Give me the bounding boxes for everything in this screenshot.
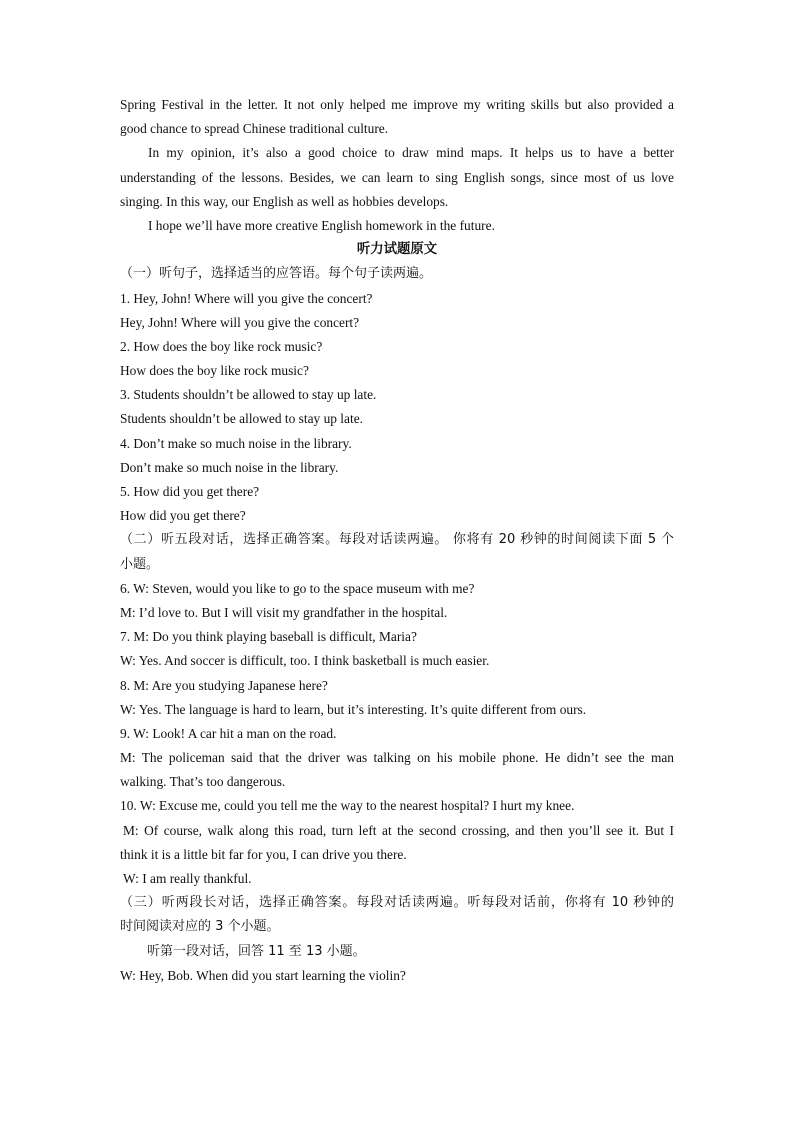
- section-heading: 时间阅读对应的 3 个小题。: [120, 919, 280, 935]
- script-line: M: I’d love to. But I will visit my grandfather in the hospital.: [120, 604, 448, 620]
- sub-heading: 听第一段对话，回答 11 至 13 小题。: [147, 943, 366, 959]
- script-line: walking. That’s too dangerous.: [120, 774, 286, 790]
- script-line: 3. Students shouldn’t be allowed to stay up late.: [120, 387, 377, 403]
- section-heading: （一）听句子，选择适当的应答语。每个句子读两遍。: [120, 266, 433, 282]
- script-line: W: Yes. And soccer is difficult, too. I think basketball is much easier.: [120, 653, 490, 669]
- section-title: 听力试题原文: [356, 242, 438, 258]
- script-line: 6. W: Steven, would you like to go to the space museum with me?: [120, 580, 475, 596]
- script-line: 10. W: Excuse me, could you tell me the way to the nearest hospital? I hurt my knee.: [120, 798, 575, 814]
- script-line: W: I am really thankful.: [123, 871, 252, 886]
- essay-line: I hope we’ll have more creative English homework in the future.: [148, 217, 495, 233]
- section-heading: （二）听五段对话，选择正确答案。每段对话读两遍。 你将有 20 秒钟的时间阅读下面 5 个: [120, 532, 674, 548]
- essay-line: Spring Festival in the letter. It not only helped me improve my writing skills but also provided a: [120, 97, 674, 112]
- essay-line: good chance to spread Chinese traditional culture.: [120, 121, 389, 137]
- script-line: Don’t make so much noise in the library.: [120, 459, 339, 475]
- script-line: 8. M: Are you studying Japanese here?: [120, 677, 328, 693]
- script-line: Hey, John! Where will you give the concert?: [120, 314, 360, 330]
- script-line: 4. Don’t make so much noise in the library.: [120, 435, 352, 451]
- script-line: Students shouldn’t be allowed to stay up late.: [120, 411, 363, 427]
- script-line: W: Hey, Bob. When did you start learning the violin?: [120, 967, 406, 983]
- section-heading: 小题。: [120, 556, 160, 572]
- essay-line: understanding of the lessons. Besides, we can learn to sing English songs, since most of us love: [120, 169, 674, 185]
- script-line: How does the boy like rock music?: [120, 363, 309, 379]
- essay-line: singing. In this way, our English as well as hobbies develops.: [120, 193, 449, 209]
- script-line: 2. How does the boy like rock music?: [120, 338, 323, 354]
- script-line: think it is a little bit far for you, I can drive you there.: [120, 846, 407, 862]
- script-line: M: Of course, walk along this road, turn left at the second crossing, and then you’ll see it. But I: [123, 822, 674, 838]
- essay-line: In my opinion, it’s also a good choice to draw mind maps. It helps us to have a better: [148, 145, 674, 161]
- script-line: 1. Hey, John! Where will you give the concert?: [120, 290, 373, 306]
- script-line: W: Yes. The language is hard to learn, but it’s interesting. It’s quite different from ours.: [120, 701, 587, 717]
- script-line: 9. W: Look! A car hit a man on the road.: [120, 725, 337, 741]
- script-line: How did you get there?: [120, 508, 246, 524]
- script-line: 5. How did you get there?: [120, 484, 260, 499]
- section-heading: （三）听两段长对话，选择正确答案。每段对话读两遍。听每段对话前，你将有 10 秒钟的: [120, 895, 674, 911]
- script-line: M: The policeman said that the driver was talking on his mobile phone. He didn’t see the man: [120, 750, 674, 766]
- script-line: 7. M: Do you think playing baseball is difficult, Maria?: [120, 629, 417, 645]
- page-content: [120, 93, 674, 988]
